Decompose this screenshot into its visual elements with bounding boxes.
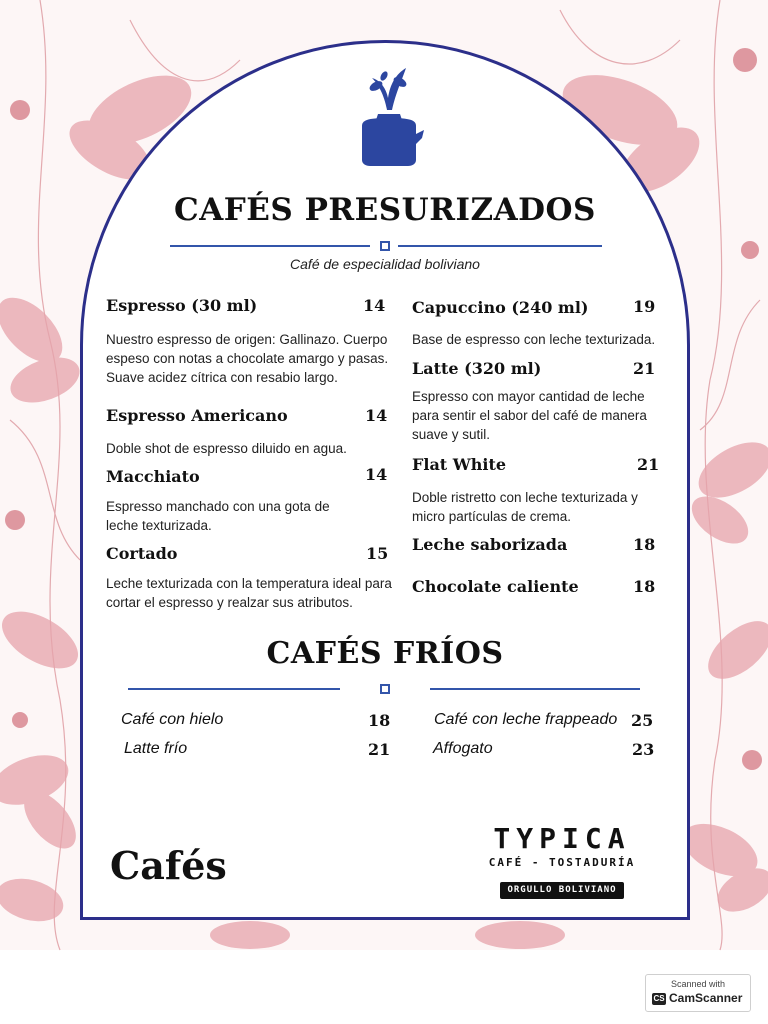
frios-divider-ornament bbox=[380, 684, 390, 694]
menu-item-description: Doble ristretto con leche texturizada y micro partículas de crema. bbox=[412, 490, 638, 524]
frios-divider-left bbox=[128, 688, 340, 690]
menu-item-name: Flat White bbox=[412, 455, 507, 474]
menu-item-description: Doble shot de espresso diluido en agua. bbox=[106, 441, 347, 456]
menu-item-description: Espresso con mayor cantidad de leche para sentir el sabor del café de manera suave y sutil. bbox=[412, 389, 647, 442]
section-subtitle: Café de especialidad boliviano bbox=[290, 256, 480, 272]
menu-item-description: Espresso manchado con una gota de leche texturizada. bbox=[106, 499, 330, 533]
menu-item-name: Chocolate caliente bbox=[412, 577, 579, 596]
menu-item-name: Espresso Americano bbox=[106, 406, 288, 425]
brand-logo-subtitle: CAFÉ - TOSTADURÍA bbox=[488, 856, 636, 869]
menu-item-description: Leche texturizada con la temperatura ideal para cortar el espresso y realzar sus atributos. bbox=[106, 576, 392, 610]
menu-item-price: 14 bbox=[363, 296, 386, 315]
menu-item-price: 18 bbox=[633, 535, 656, 554]
cold-item-name: Café con leche frappeado bbox=[434, 711, 618, 728]
title-divider-ornament bbox=[380, 241, 390, 251]
brand-logo-name: TYPICA bbox=[493, 822, 631, 855]
frios-divider-right bbox=[430, 688, 640, 690]
menu-item-name: Espresso (30 ml) bbox=[106, 296, 258, 315]
title-divider-left bbox=[170, 245, 370, 247]
menu-item-name: Leche saborizada bbox=[412, 535, 568, 554]
brand-badge: ORGULLO BOLIVIANO bbox=[500, 882, 624, 899]
menu-item-name: Cortado bbox=[106, 544, 178, 563]
scanner-watermark bbox=[645, 974, 751, 1012]
cold-item-price: 23 bbox=[632, 740, 655, 759]
scanner-label: Scanned with bbox=[670, 979, 726, 989]
menu-item-price: 14 bbox=[365, 465, 388, 484]
menu-item-price: 15 bbox=[366, 544, 389, 563]
category-label: Cafés bbox=[110, 843, 227, 888]
cold-item-price: 25 bbox=[631, 711, 654, 730]
section-title-frios: CAFÉS FRÍOS bbox=[266, 636, 504, 671]
scanner-app-name: CamScanner bbox=[669, 991, 743, 1005]
cold-item-name: Affogato bbox=[433, 740, 493, 757]
coffee-kettle-with-plant-icon bbox=[354, 64, 424, 170]
menu-item-description: Base de espresso con leche texturizada. bbox=[412, 332, 656, 347]
cold-item-name: Café con hielo bbox=[121, 711, 224, 728]
menu-item-name: Macchiato bbox=[106, 467, 200, 486]
cold-item-name: Latte frío bbox=[124, 740, 188, 757]
menu-item-price: 19 bbox=[633, 297, 656, 316]
camscanner-icon: CS bbox=[653, 994, 665, 1003]
menu-item-description: Nuestro espresso de origen: Gallinazo. Cuerpo espeso con notas a chocolate amargo y pasas. Suave acidez cítrica con resabio largo. bbox=[106, 332, 389, 385]
menu-item-price: 18 bbox=[633, 577, 656, 596]
section-title-presurizados: CAFÉS PRESURIZADOS bbox=[174, 192, 596, 228]
menu-item-name: Capuccino (240 ml) bbox=[412, 298, 589, 317]
menu-item-name: Latte (320 ml) bbox=[412, 359, 542, 378]
cold-item-price: 21 bbox=[368, 740, 391, 759]
menu-item-price: 21 bbox=[633, 359, 656, 378]
menu-item-price: 14 bbox=[365, 406, 388, 425]
cold-item-price: 18 bbox=[368, 711, 391, 730]
menu-item-price: 21 bbox=[637, 455, 660, 474]
title-divider-right bbox=[398, 245, 602, 247]
